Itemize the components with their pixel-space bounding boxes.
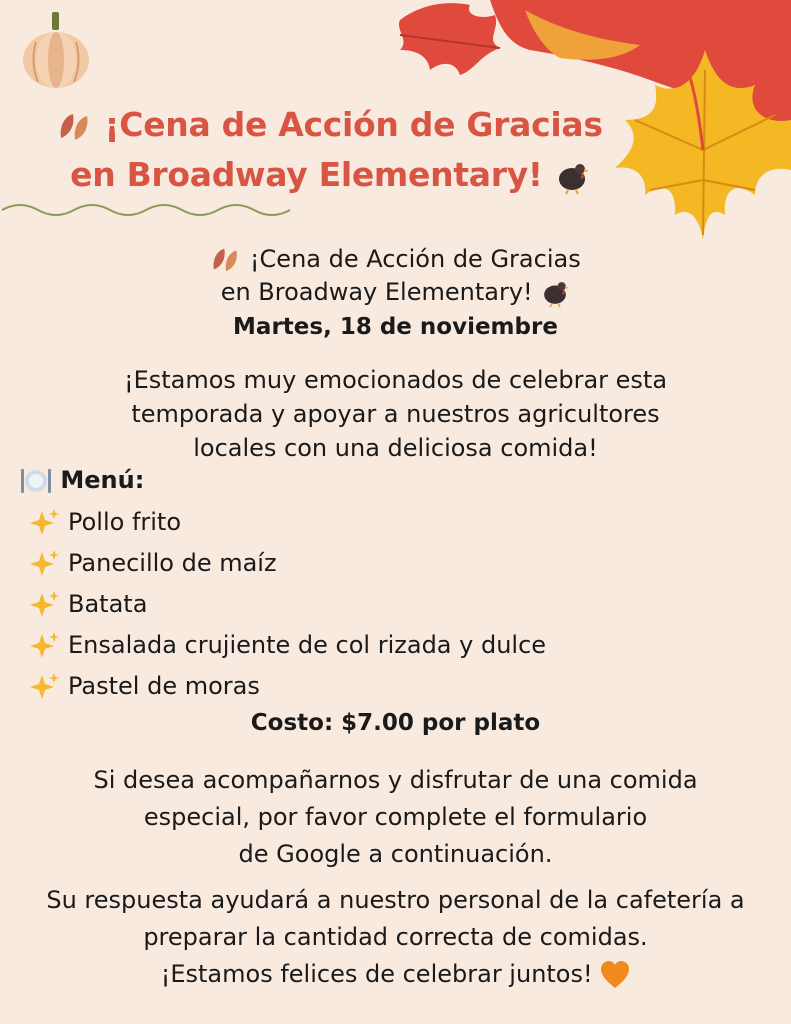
menu-heading-label: Menú: xyxy=(60,466,145,494)
intro-line: ¡Estamos muy emocionados de celebrar esta xyxy=(123,366,668,394)
sparkles-icon xyxy=(30,508,60,538)
response-line: ¡Estamos felices de celebrar juntos! xyxy=(160,960,593,988)
sparkles-icon xyxy=(30,631,60,661)
list-item xyxy=(30,666,546,707)
event-date: Martes, 18 de noviembre xyxy=(233,314,558,340)
response-paragraph xyxy=(0,882,791,993)
menu-item-label: Panecillo de maíz xyxy=(68,549,277,577)
intro-paragraph xyxy=(0,363,791,465)
menu-item-label: Batata xyxy=(68,590,148,618)
turkey-icon xyxy=(540,278,570,308)
wavy-line xyxy=(0,198,292,222)
cost-label: Costo: $7.00 por plato xyxy=(250,710,541,736)
fallen-leaves-icon xyxy=(57,112,93,142)
join-line: de Google a continuación. xyxy=(238,840,553,868)
menu-item-label: Pollo frito xyxy=(68,508,182,536)
intro-line: temporada y apoyar a nuestros agricultores xyxy=(131,400,660,428)
page-title xyxy=(0,100,660,200)
title-line-1: ¡Cena de Acción de Gracias xyxy=(104,105,603,144)
pumpkin-icon xyxy=(20,12,92,90)
event-title xyxy=(0,243,791,309)
list-item xyxy=(30,543,546,584)
sparkles-icon xyxy=(30,590,60,620)
response-line-last xyxy=(0,956,791,993)
sparkles-icon xyxy=(30,672,60,702)
list-item xyxy=(30,584,546,625)
response-line: preparar la cantidad correcta de comidas. xyxy=(143,923,648,951)
menu-heading xyxy=(20,463,144,497)
plate-cutlery-icon xyxy=(20,466,52,496)
intro-line: locales con una deliciosa comida! xyxy=(193,434,598,462)
list-item xyxy=(30,625,546,666)
join-paragraph xyxy=(0,762,791,873)
join-line: especial, por favor complete el formulario xyxy=(143,803,648,831)
list-item xyxy=(30,502,546,543)
sparkles-icon xyxy=(30,549,60,579)
menu-item-label: Pastel de moras xyxy=(68,672,260,700)
turkey-icon xyxy=(554,159,590,195)
title-line-2: en Broadway Elementary! xyxy=(70,155,543,194)
fallen-leaves-icon xyxy=(210,247,242,273)
event-title-line-2: en Broadway Elementary! xyxy=(220,278,533,306)
response-line: Su respuesta ayudará a nuestro personal de la cafetería a xyxy=(46,886,745,914)
event-title-line-1: ¡Cena de Acción de Gracias xyxy=(249,245,581,273)
menu-item-label: Ensalada crujiente de col rizada y dulce xyxy=(68,631,547,659)
orange-heart-icon xyxy=(600,961,630,989)
menu-list xyxy=(30,502,546,707)
join-line: Si desea acompañarnos y disfrutar de una comida xyxy=(93,766,698,794)
